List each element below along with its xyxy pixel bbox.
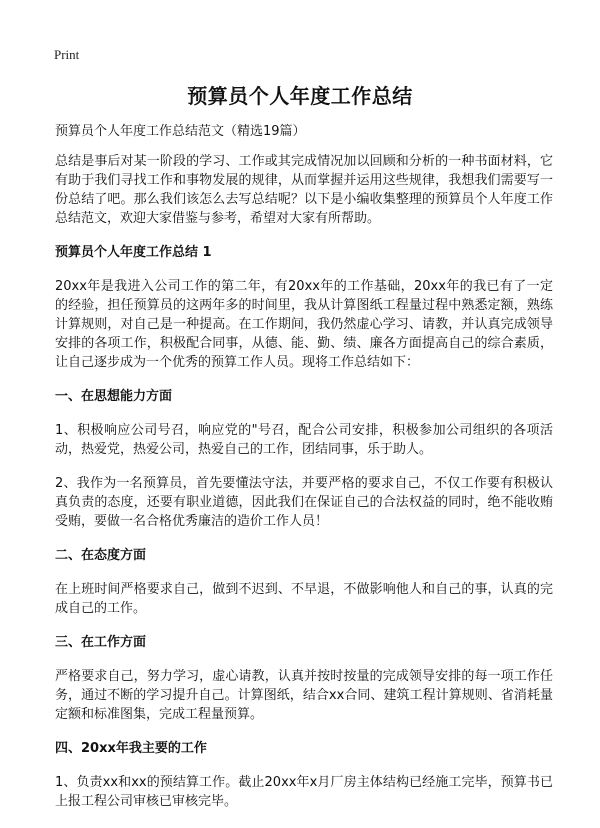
paragraph: 严格要求自己，努力学习，虚心请教，认真并按时按量的完成领导安排的每一项工作任务，通过不断的学习提升自己。计算图纸，结合xx合同、建筑工程计算规则、省消耗量定额和标准图集，完成工程量预算。 [55,669,553,722]
section-heading: 三、在工作方面 [55,635,147,650]
paragraph: 2、我作为一名预算员，首先要懂法守法，并要严格的要求自己，不仅工作要有积极认真负责的态度，还要有职业道德，因此我们在保证自己的合法权益的同时，绝不能收贿受贿，要做一名合格优秀廉洁的造价工作人员！ [55,476,553,529]
document-subtitle: 预算员个人年度工作总结范文（精选19篇） [55,124,306,139]
section-heading: 预算员个人年度工作总结 1 [55,245,212,260]
section-heading: 四、20xx年我主要的工作 [55,741,207,756]
intro-paragraph: 总结是事后对某一阶段的学习、工作或其完成情况加以回顾和分析的一种书面材料，它有助于我们寻找工作和事物发展的规律，从而掌握并运用这些规律，我想我们需要写一份总结了吧。那么我们该怎么去写总结呢？以下是小编收集整理的预算员个人年度工作总结范文，欢迎大家借鉴与参考，希望对大家有所帮助。 [55,154,553,226]
paragraph: 1、负责xx和xx的预结算工作。截止20xx年x月厂房主体结构已经施工完毕，预算书已上报工程公司审核已审核完毕。 [55,775,553,809]
paragraph: 在上班时间严格要求自己，做到不迟到、不早退，不做影响他人和自己的事，认真的完成自己的工作。 [55,582,553,616]
paragraph: 1、积极响应公司号召，响应党的"号召，配合公司安排，积极参加公司组织的各项活动，热爱党，热爱公司，热爱自己的工作，团结同事，乐于助人。 [55,423,553,457]
print-link[interactable]: Print [54,47,80,62]
page-title: 预算员个人年度工作总结 [187,84,413,108]
section-heading: 二、在态度方面 [55,548,147,563]
document-body [55,122,553,826]
paragraph: 20xx年是我进入公司工作的第二年，有20xx年的工作基础，20xx年的我已有了一定的经验，担任预算员的这两年多的时间里，我从计算图纸工程量过程中熟悉定额，熟练计算规则，对自己是一种提高。在工作期间，我仍然虚心学习、请教，并认真完成领导安排的各项工作，积极配合同事，从德、能、勤、绩、廉各方面提高自己的综合素质，让自己逐步成为一个优秀的预算工作人员。现将工作总结如下： [55,279,553,370]
section-heading: 一、在思想能力方面 [55,389,173,404]
